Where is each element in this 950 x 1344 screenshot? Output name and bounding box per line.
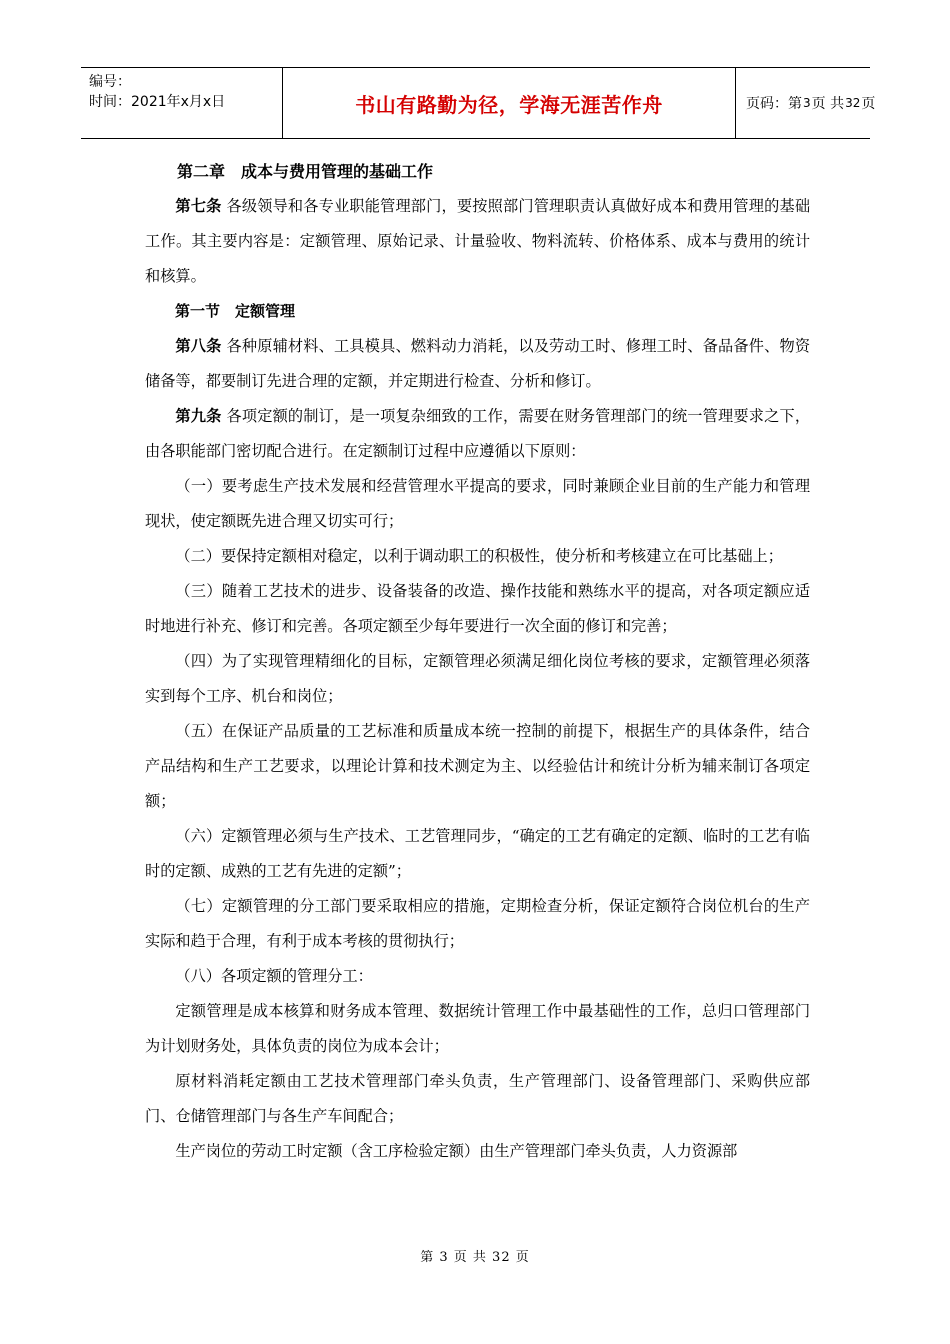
article-8-label: 第八条 — [175, 337, 222, 355]
header-motto: 书山有路勤为径，学海无涯苦作舟 — [283, 68, 736, 138]
article-8 — [145, 329, 810, 399]
article-7 — [145, 189, 810, 294]
principle-item-4: （四）为了实现管理精细化的目标，定额管理必须满足细化岗位考核的要求，定额管理必须落实到每个工序、机台和岗位； — [145, 652, 810, 705]
header-page-info — [736, 68, 876, 138]
principle-item-7: （七）定额管理的分工部门要采取相应的措施，定期检查分析，保证定额符合岗位机台的生产实际和趋于合理，有利于成本考核的贯彻执行； — [145, 897, 810, 950]
article-7-label: 第七条 — [175, 197, 222, 215]
principle-item-5: （五）在保证产品质量的工艺标准和质量成本统一控制的前提下，根据生产的具体条件，结合产品结构和生产工艺要求，以理论计算和技术测定为主、以经验估计和统计分析为辅来制订各项定额； — [145, 722, 810, 810]
page-current-number: 3 — [803, 96, 811, 110]
article-7-text: 各级领导和各专业职能管理部门，要按照部门管理职责认真做好成本和费用管理的基础工作。其主要内容是：定额管理、原始记录、计量验收、物料流转、价格体系、成本与费用的统计和核算。 — [145, 197, 811, 285]
principle-item-3: （三）随着工艺技术的进步、设备装备的改造、操作技能和熟练水平的提高，对各项定额应适时地进行补充、修订和完善。各项定额至少每年要进行一次全面的修订和完善； — [145, 582, 810, 635]
article-9-text: 各项定额的制订，是一项复杂细致的工作，需要在财务管理部门的统一管理要求之下，由各职能部门密切配合进行。在定额制订过程中应遵循以下原则： — [145, 407, 811, 460]
principle-item-8: （八）各项定额的管理分工： — [175, 967, 373, 985]
quota-paragraph-3: 生产岗位的劳动工时定额（含工序检验定额）由生产管理部门牵头负责，人力资源部 — [175, 1142, 738, 1160]
article-9 — [145, 399, 810, 469]
principle-item-6: （六）定额管理必须与生产技术、工艺管理同步，“确定的工艺有确定的定额、临时的工艺有临时的定额、成熟的工艺有先进的定额”； — [145, 827, 810, 880]
principle-item-1: （一）要考虑生产技术发展和经营管理水平提高的要求，同时兼顾企业目前的生产能力和管理现状，使定额既先进合理又切实可行； — [145, 477, 810, 530]
article-8-text: 各种原辅材料、工具模具、燃料动力消耗，以及劳动工时、修理工时、备品备件、物资储备等，都要制订先进合理的定额，并定期进行检查、分析和修订。 — [145, 337, 811, 390]
header-table — [81, 67, 876, 139]
section-title: 第一节 定额管理 — [175, 302, 296, 320]
page-prefix: 页码：第 — [746, 96, 802, 112]
page-footer: 第 3 页 共 32 页 — [420, 1250, 530, 1265]
quota-paragraph-2: 原材料消耗定额由工艺技术管理部门牵头负责，生产管理部门、设备管理部门、采购供应部门、仓储管理部门与各生产车间配合； — [145, 1072, 810, 1125]
article-9-label: 第九条 — [175, 407, 222, 425]
page-mid: 页 共 — [811, 96, 845, 112]
principle-item-2: （二）要保持定额相对稳定，以利于调动职工的积极性，使分析和考核建立在可比基础上； — [175, 547, 783, 565]
header-info-cell — [81, 68, 283, 138]
page-suffix: 页 — [861, 96, 876, 112]
document-time-label: 时间：2021年x月x日 — [89, 94, 226, 110]
quota-paragraph-1: 定额管理是成本核算和财务成本管理、数据统计管理工作中最基础性的工作，总归口管理部门为计划财务处，具体负责的岗位为成本会计； — [145, 1002, 810, 1055]
document-body — [145, 154, 810, 1169]
chapter-title: 第二章 成本与费用管理的基础工作 — [177, 162, 434, 181]
page-total-number: 32 — [845, 96, 861, 110]
document-number-label: 编号： — [89, 74, 131, 90]
